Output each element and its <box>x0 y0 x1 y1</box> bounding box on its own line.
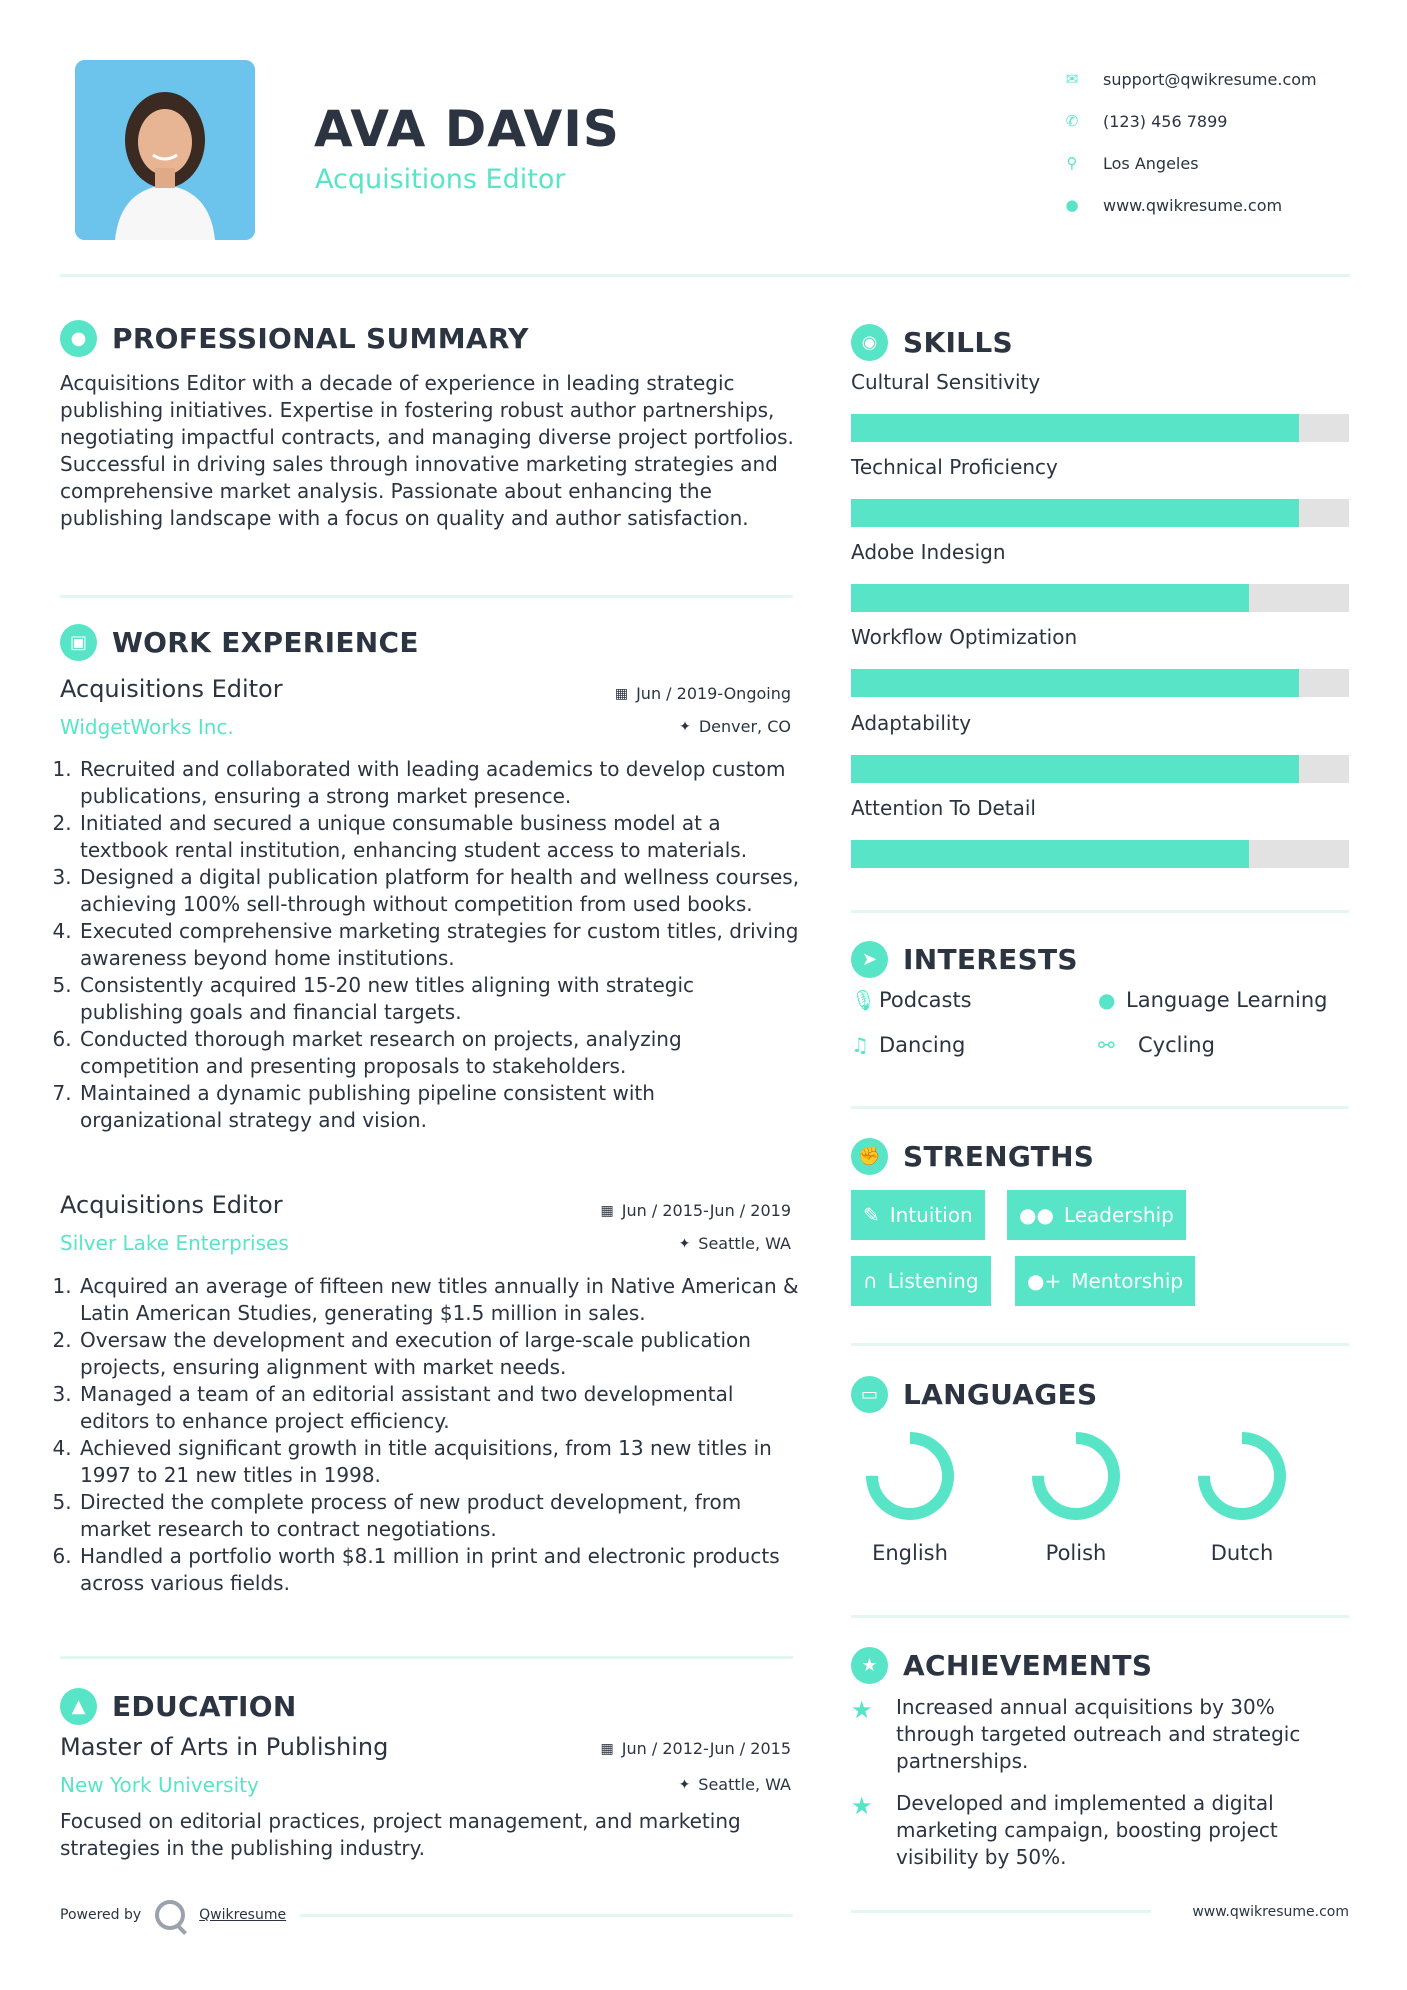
job-company: Silver Lake Enterprises <box>60 1231 289 1255</box>
language-item: Dutch <box>1187 1431 1297 1565</box>
interest-item: 🎙 Podcasts <box>851 988 972 1012</box>
list-item: 5. Directed the complete process of new product development, from market research to contract negotiations. <box>78 1489 800 1543</box>
contact-email[interactable]: ✉ support@qwikresume.com <box>1053 58 1353 100</box>
header-divider <box>60 274 1350 277</box>
education-school: New York University <box>60 1773 259 1797</box>
qwikresume-logo-icon <box>155 1900 185 1930</box>
achievement-item: ★ Increased annual acquisitions by 30% through targeted outreach and strategic partnerships. <box>851 1695 1301 1773</box>
skills-divider <box>851 910 1349 913</box>
achievements-heading: ★ ACHIEVEMENTS <box>851 1647 1152 1684</box>
star-badge-icon: ★ <box>851 1647 888 1684</box>
job-dates: ▦ Jun / 2019-Ongoing <box>614 684 791 703</box>
calendar-icon: ▦ <box>614 685 629 702</box>
contact-website[interactable]: ● www.qwikresume.com <box>1053 184 1353 226</box>
users-icon: ●● <box>1019 1203 1054 1227</box>
star-icon: ★ <box>851 1792 873 1820</box>
pin-icon: ✦ <box>678 1776 691 1793</box>
interest-item: ⚯ Cycling <box>1098 1033 1215 1057</box>
phone-icon: ✆ <box>1065 112 1079 130</box>
skills-heading: ◉ SKILLS <box>851 324 1013 361</box>
education-heading: ▲ EDUCATION <box>60 1688 297 1725</box>
job-company: WidgetWorks Inc. <box>60 715 234 739</box>
powered-by: Powered by Qwikresume <box>60 1900 286 1930</box>
list-item: 7. Maintained a dynamic publishing pipeline consistent with organizational strategy and vision. <box>78 1080 800 1134</box>
skill-item: Workflow Optimization <box>851 625 1349 697</box>
job-bullets <box>60 756 800 1134</box>
skill-fill <box>851 755 1299 783</box>
strength-tag: ●● Leadership <box>1007 1190 1186 1240</box>
interests-heading: ➤ INTERESTS <box>851 941 1078 978</box>
skill-item: Cultural Sensitivity <box>851 370 1349 442</box>
skill-fill <box>851 584 1249 612</box>
contact-phone[interactable]: ✆ (123) 456 7899 <box>1053 100 1353 142</box>
interest-item: ● Language Learning <box>1098 988 1328 1012</box>
achievement-item: ★ Developed and implemented a digital marketing campaign, boosting project visibility by 50%. <box>851 1791 1278 1869</box>
skill-bar <box>851 499 1349 527</box>
language-ring <box>865 1431 955 1521</box>
languages-divider <box>851 1615 1349 1618</box>
lightbulb-icon: ◉ <box>851 324 888 361</box>
education-description: Focused on editorial practices, project management, and marketing strategies in the publishing industry. <box>60 1809 741 1860</box>
list-item: 5. Consistently acquired 15-20 new titles aligning with strategic publishing goals and financial targets. <box>78 972 800 1026</box>
languages-heading: ▭ LANGUAGES <box>851 1376 1097 1413</box>
education-dates: ▦ Jun / 2012-Jun / 2015 <box>600 1739 791 1758</box>
graduation-cap-icon: ▲ <box>60 1688 97 1725</box>
globe-icon: ● <box>1065 196 1079 214</box>
contact-location: ⚲ Los Angeles <box>1053 142 1353 184</box>
skill-item: Technical Proficiency <box>851 455 1349 527</box>
globe-icon: ● <box>1098 988 1116 1012</box>
skill-item: Adaptability <box>851 711 1349 783</box>
skill-bar <box>851 414 1349 442</box>
job-bullets <box>60 1273 800 1597</box>
skill-fill <box>851 840 1249 868</box>
skill-item: Adobe Indesign <box>851 540 1349 612</box>
education-degree: Master of Arts in Publishing <box>60 1733 389 1761</box>
summary-text: Acquisitions Editor with a decade of experience in leading strategic publishing initiatives. Expertise in fostering robust author partnerships, negotiating impactful contracts, and managing diverse project portfolios. Successful in driving sales through innovative marketing strategies and comprehensive market analysis. Passionate about enhancing the publishing landscape with a focus on quality and author satisfaction. <box>60 371 794 530</box>
music-note-icon: ♫ <box>851 1033 869 1057</box>
skill-fill <box>851 414 1299 442</box>
skill-bar <box>851 840 1349 868</box>
strengths-divider <box>851 1343 1349 1346</box>
strength-tag: ✎ Intuition <box>851 1190 985 1240</box>
profile-photo <box>75 60 255 240</box>
list-item: 6. Handled a portfolio worth $8.1 million in print and electronic products across various fields. <box>78 1543 800 1597</box>
list-item: 6. Conducted thorough market research on projects, analyzing competition and presenting proposals to stakeholders. <box>78 1026 800 1080</box>
briefcase-icon: ▣ <box>60 624 97 661</box>
language-ring <box>1031 1431 1121 1521</box>
list-item: 4. Achieved significant growth in title acquisitions, from 13 new titles in 1997 to 21 new titles in 1998. <box>78 1435 800 1489</box>
footer-divider-right <box>851 1910 1151 1913</box>
pin-icon: ✦ <box>678 1235 691 1252</box>
map-pin-icon: ⚲ <box>1066 154 1078 172</box>
envelope-icon: ✉ <box>1065 70 1079 88</box>
skill-bar <box>851 755 1349 783</box>
list-item: 3. Managed a team of an editorial assistant and two developmental editors to enhance project efficiency. <box>78 1381 800 1435</box>
paper-plane-icon: ➤ <box>851 941 888 978</box>
skill-fill <box>851 669 1299 697</box>
summary-divider <box>60 595 793 598</box>
job-location: ✦ Seattle, WA <box>678 1234 791 1253</box>
language-item: English <box>855 1431 965 1565</box>
list-item: 1. Recruited and collaborated with leading academics to develop custom publications, ensuring a strong market presence. <box>78 756 800 810</box>
list-item: 3. Designed a digital publication platform for health and wellness courses, achieving 100% sell-through without competition from used books. <box>78 864 800 918</box>
experience-divider <box>60 1656 793 1659</box>
language-ring <box>1197 1431 1287 1521</box>
list-item: 2. Oversaw the development and execution of large-scale publication projects, ensuring alignment with market needs. <box>78 1327 800 1381</box>
interest-item: ♫ Dancing <box>851 1033 966 1057</box>
list-item: 2. Initiated and secured a unique consumable business model at a textbook rental institution, enhancing student access to materials. <box>78 810 800 864</box>
headphones-icon: ∩ <box>863 1269 878 1293</box>
candidate-title: Acquisitions Editor <box>315 164 566 195</box>
skill-bar <box>851 669 1349 697</box>
job-title: Acquisitions Editor <box>60 675 283 703</box>
experience-heading: ▣ WORK EXPERIENCE <box>60 624 419 661</box>
skill-bar <box>851 584 1349 612</box>
job-location: ✦ Denver, CO <box>679 717 791 736</box>
list-item: 1. Acquired an average of fifteen new titles annually in Native American & Latin American Studies, generating $1.5 million in sales. <box>78 1273 800 1327</box>
candidate-name: AVA DAVIS <box>314 100 620 158</box>
calendar-icon: ▦ <box>600 1202 614 1219</box>
list-item: 4. Executed comprehensive marketing strategies for custom titles, driving awareness beyond home institutions. <box>78 918 800 972</box>
user-plus-icon: ●+ <box>1027 1269 1062 1293</box>
calendar-icon: ▦ <box>600 1740 614 1757</box>
strengths-heading: ✊ STRENGTHS <box>851 1138 1094 1175</box>
microphone-icon: 🎙 <box>851 988 877 1012</box>
star-icon: ★ <box>851 1696 873 1724</box>
pin-icon: ✦ <box>679 718 691 735</box>
skill-fill <box>851 499 1299 527</box>
magic-wand-icon: ✎ <box>863 1203 880 1227</box>
interests-divider <box>851 1106 1349 1109</box>
fist-icon: ✊ <box>851 1138 888 1175</box>
footer-divider-left <box>300 1914 793 1917</box>
strength-tag: ●+ Mentorship <box>1015 1256 1195 1306</box>
brand-link[interactable]: Qwikresume <box>199 1907 287 1923</box>
language-item: Polish <box>1021 1431 1131 1565</box>
summary-heading: ● PROFESSIONAL SUMMARY <box>60 320 529 357</box>
job-title: Acquisitions Editor <box>60 1191 283 1219</box>
id-card-icon: ▭ <box>851 1376 888 1413</box>
bicycle-icon: ⚯ <box>1098 1033 1115 1057</box>
job-dates: ▦ Jun / 2015-Jun / 2019 <box>600 1201 791 1220</box>
contact-block <box>1053 58 1353 226</box>
education-location: ✦ Seattle, WA <box>678 1775 791 1794</box>
skill-item: Attention To Detail <box>851 796 1349 868</box>
footer-website[interactable]: www.qwikresume.com <box>1192 1904 1349 1920</box>
user-icon: ● <box>60 320 97 357</box>
strength-tag: ∩ Listening <box>851 1256 991 1306</box>
